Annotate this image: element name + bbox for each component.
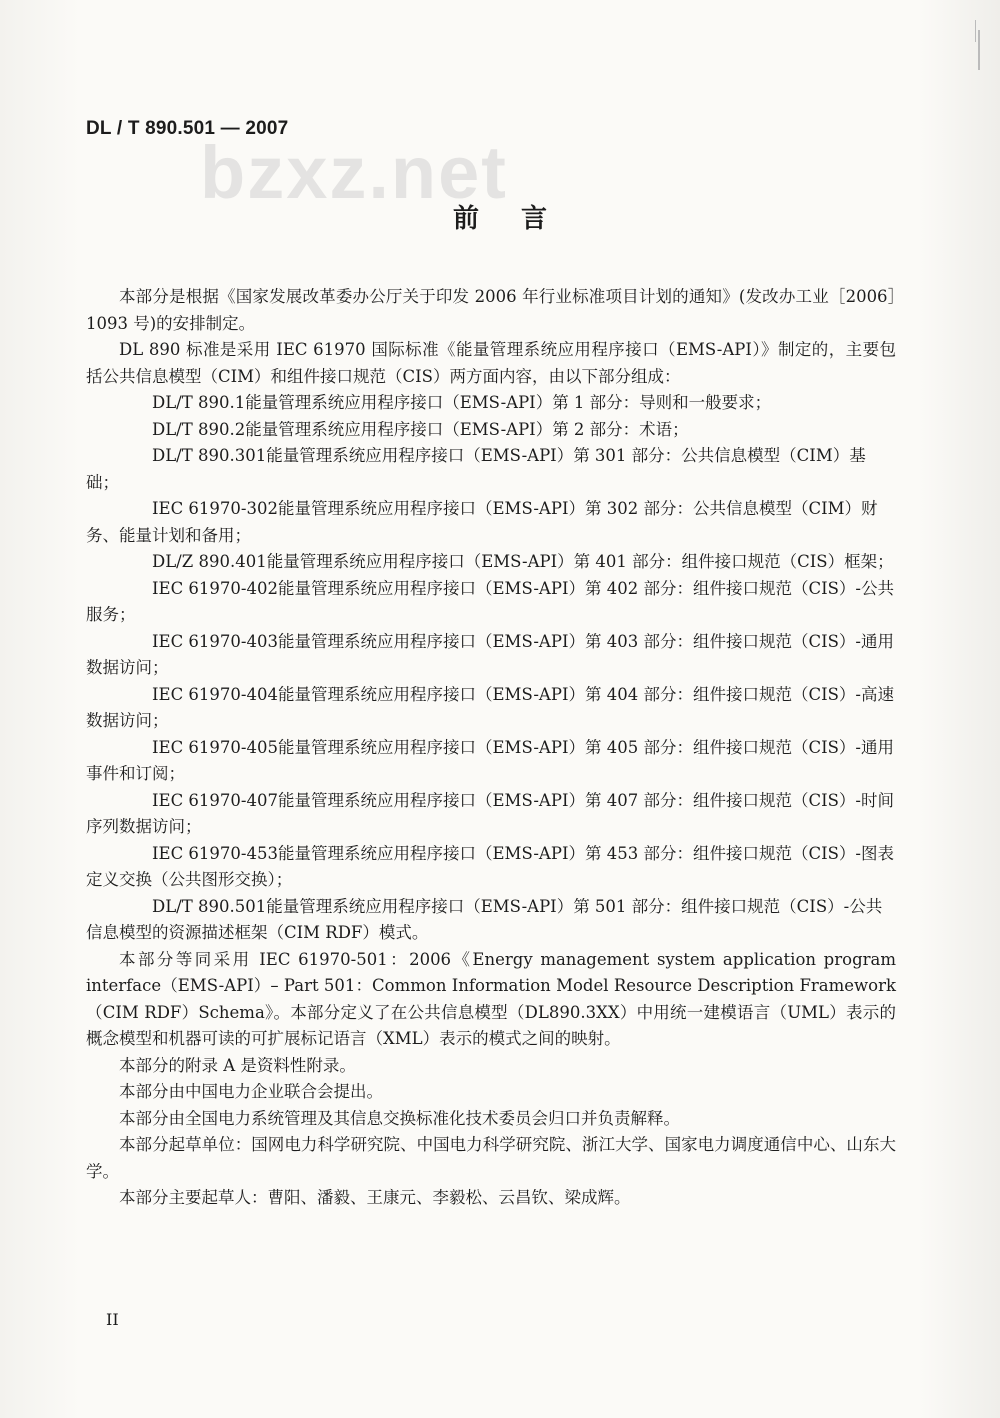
part-title: 能量管理系统应用程序接口（EMS-API）第 501 部分：组件接口规范（CIS）-公共信息模型的资源描述框架（CIM RDF）模式。 bbox=[86, 896, 883, 942]
part-code: DL/T 890.2 bbox=[152, 419, 246, 439]
paragraph: 本部分由全国电力系统管理及其信息交换标准化技术委员会归口并负责解释。 bbox=[119, 1108, 680, 1128]
scan-artifact bbox=[978, 30, 980, 70]
list-item bbox=[86, 841, 896, 894]
part-title: 能量管理系统应用程序接口（EMS-API）第 403 部分：组件接口规范（CIS）-通用数据访问； bbox=[86, 631, 894, 677]
paragraph: 本部分是根据《国家发展改革委办公厅关于印发 2006 年行业标准项目计划的通知》(发改办工业［2006］1093 号)的安排制定。 bbox=[86, 287, 896, 333]
page-title: 前言 bbox=[452, 204, 589, 234]
standard-id-header: DL / T 890.501 — 2007 bbox=[86, 118, 289, 139]
part-title: 能量管理系统应用程序接口（EMS-API）第 302 部分：公共信息模型（CIM）财务、能量计划和备用； bbox=[86, 499, 878, 545]
part-code: IEC 61970-407 bbox=[152, 790, 278, 810]
list-item bbox=[86, 443, 896, 496]
list-item bbox=[86, 682, 896, 735]
part-title: 能量管理系统应用程序接口（EMS-API）第 453 部分：组件接口规范（CIS）-图表定义交换（公共图形交换）； bbox=[86, 843, 894, 889]
paragraph: 本部分的附录 A 是资料性附录。 bbox=[119, 1055, 356, 1075]
list-item bbox=[86, 417, 896, 444]
paragraph: 本部分起草单位：国网电力科学研究院、中国电力科学研究院、浙江大学、国家电力调度通信中心、山东大学。 bbox=[86, 1135, 896, 1181]
part-title: 能量管理系统应用程序接口（EMS-API）第 301 部分：公共信息模型（CIM）基础； bbox=[86, 446, 866, 492]
list-item bbox=[86, 735, 896, 788]
part-title: 能量管理系统应用程序接口（EMS-API）第 2 部分：术语； bbox=[245, 419, 689, 439]
part-code: IEC 61970-302 bbox=[152, 499, 278, 518]
paragraph: 本部分由中国电力企业联合会提出。 bbox=[119, 1082, 383, 1101]
list-item bbox=[86, 576, 896, 629]
part-title: 能量管理系统应用程序接口（EMS-API）第 1 部分：导则和一般要求； bbox=[245, 393, 772, 412]
part-code: IEC 61970-403 bbox=[152, 631, 278, 651]
part-code: IEC 61970-402 bbox=[152, 578, 278, 598]
part-title: 能量管理系统应用程序接口（EMS-API）第 405 部分：组件接口规范（CIS）-通用事件和订阅； bbox=[86, 737, 894, 783]
part-title: 能量管理系统应用程序接口（EMS-API）第 404 部分：组件接口规范（CIS）-高速数据访问； bbox=[86, 684, 894, 730]
part-code: DL/T 890.501 bbox=[152, 896, 267, 916]
parts-list bbox=[86, 390, 896, 947]
paragraph: 本部分主要起草人：曹阳、潘毅、王康元、李毅松、云昌钦、梁成辉。 bbox=[119, 1188, 631, 1207]
part-code: IEC 61970-404 bbox=[152, 684, 278, 704]
list-item bbox=[86, 390, 896, 417]
paragraph: DL 890 标准是采用 IEC 61970 国际标准《能量管理系统应用程序接口（EMS-API）》制定的，主要包括公共信息模型（CIM）和组件接口规范（CIS）两方面内容，由以下部分组成： bbox=[86, 340, 896, 386]
part-code: DL/T 890.1 bbox=[152, 393, 246, 412]
part-title: 能量管理系统应用程序接口（EMS-API）第 402 部分：组件接口规范（CIS）-公共服务； bbox=[86, 578, 894, 624]
part-title: 能量管理系统应用程序接口（EMS-API）第 401 部分：组件接口规范（CIS）框架； bbox=[266, 552, 894, 571]
scan-artifact bbox=[975, 20, 976, 42]
foreword-body bbox=[86, 284, 896, 1212]
part-title: 能量管理系统应用程序接口（EMS-API）第 407 部分：组件接口规范（CIS）-时间序列数据访问； bbox=[86, 790, 894, 836]
paragraph: 本部分等同采用 IEC 61970-501：2006《Energy management system application program interface（EMS-API）– Part 501：Common Information Model Resource Description Framework（CIM RDF）Schema》。本部分定义了在公共信息模型（DL890.3XX）中用统一建模语言（UML）表示的概念模型和机器可读的可扩展标记语言（XML）表示的模式之间的映射。 bbox=[86, 949, 896, 1048]
watermark-text: bzxz.net bbox=[200, 131, 508, 214]
list-item bbox=[86, 894, 896, 947]
part-code: DL/T 890.301 bbox=[152, 446, 267, 465]
list-item bbox=[86, 549, 896, 576]
part-code: IEC 61970-405 bbox=[152, 737, 278, 757]
list-item bbox=[86, 788, 896, 841]
page-number: II bbox=[106, 1310, 119, 1329]
part-code: IEC 61970-453 bbox=[152, 843, 278, 863]
list-item bbox=[86, 496, 896, 549]
part-code: DL/Z 890.401 bbox=[152, 552, 267, 571]
list-item bbox=[86, 629, 896, 682]
